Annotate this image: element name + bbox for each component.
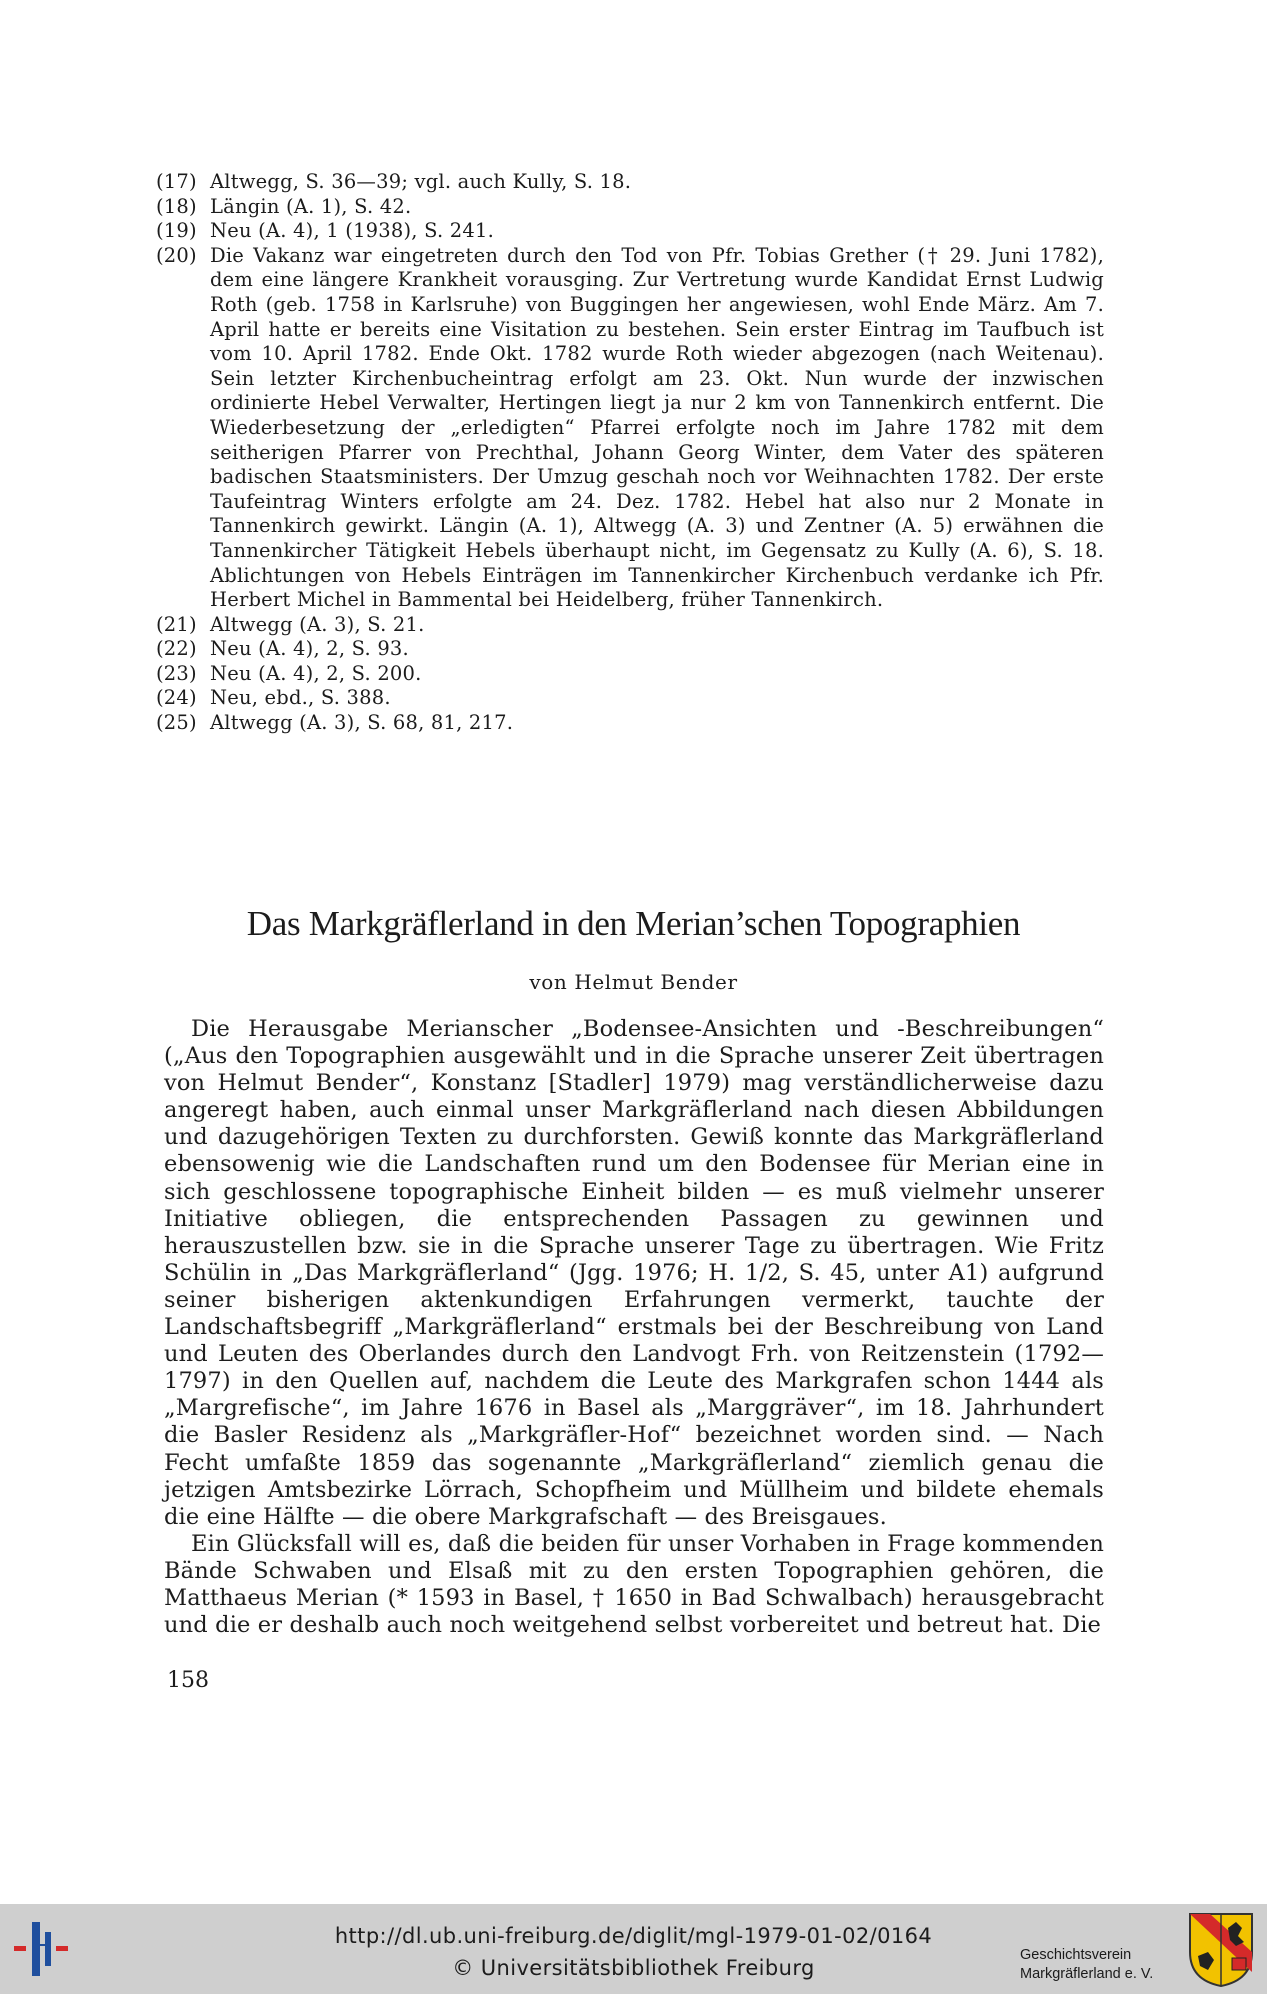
footnote-text: Neu, ebd., S. 388. [210,686,391,710]
footer-bar [0,1904,1267,1994]
footnote-text: Altwegg (A. 3), S. 21. [210,612,425,636]
footnote [156,686,1104,711]
body-paragraph: Ein Glücksfall will es, daß die beiden für unser Vorhaben in Frage kommenden Bände Schwaben und Elsaß mit zu den ersten Topographien gehören, die Matthaeus Merian (* 1593 in Basel, † 1650 in Bad Schwalbach) herausgebracht und die er deshalb auch noch weitgehend selbst vorbereitet und betreut hat. Die [164,1530,1104,1639]
footnote-number: (24) [156,686,197,710]
coat-of-arms-icon [1188,1912,1254,1992]
footnote-text: Altwegg (A. 3), S. 68, 81, 217. [210,711,514,735]
footnote [156,711,1104,736]
footnote [156,170,1104,195]
permalink[interactable]: http://dl.ub.uni-freiburg.de/diglit/mgl-1979-01-02/0164 [334,1924,933,1948]
footnote [156,637,1104,662]
footnote [156,244,1104,613]
article-body [164,1016,1104,1639]
society-line: Geschichtsverein [1020,1947,1132,1963]
footnote-number: (22) [156,637,197,661]
body-paragraph: Die Herausgabe Merianscher „Bodensee-Ansichten und -Beschreibungen“ („Aus den Topographien ausgewählt und in die Sprache unserer Zeit übertragen von Helmut Bender“, Konstanz [Stadler] 1979) mag verständlicherweise dazu angeregt haben, auch einmal unser Markgräflerland nach diesen Abbildungen und dazugehörigen Texten zu durchforsten. Gewiß konnte das Markgräflerland ebensowenig wie die Landschaften rund um den Bodensee für Merian eine in sich geschlossene topographische Einheit bilden — es muß vielmehr unserer Initiative obliegen, die entsprechenden Passagen zu gewinnen und herauszustellen bzw. sie in die Sprache unserer Tage zu übertragen. Wie Fritz Schülin in „Das Markgräflerland“ (Jgg. 1976; H. 1/2, S. 45, unter A1) aufgrund seiner bisherigen aktenkundigen Erfahrungen vermerkt, tauchte der Landschaftsbegriff „Markgräflerland“ erstmals bei der Beschreibung von Land und Leuten des Oberlandes durch den Landvogt Frh. von Reitzenstein (1792—1797) in den Quellen auf, nachdem die Leute des Markgrafen schon 1444 als „Margrefische“, im Jahre 1676 in Basel als „Marggräver“, im 18. Jahrhundert die Basler Residenz als „Markgräfler-Hof“ bezeichnet worden sind. — Nach Fecht umfaßte 1859 das sogenannte „Markgräflerland“ ziemlich genau die jetzigen Amtsbezirke Lörrach, Schopfheim und Müllheim und bildete ehemals die eine Hälfte — die obere Markgrafschaft — des Breisgaues. [164,1016,1104,1530]
footnote-text: Altwegg, S. 36—39; vgl. auch Kully, S. 18. [210,170,632,193]
footnote-text: Neu (A. 4), 2, S. 200. [210,661,422,685]
footnote-number: (23) [156,661,197,685]
article-title: Das Markgräflerland in den Merian’schen Topographien [246,904,1021,943]
footnote-number: (17) [156,170,197,193]
footnote-text: Längin (A. 1), S. 42. [210,194,412,218]
footnote-number: (21) [156,612,197,636]
footnote [156,219,1104,244]
footnotes [156,170,1104,736]
article-author: von Helmut Bender [529,970,738,994]
footnote-number: (20) [156,243,197,267]
society-name [1020,1946,1153,1984]
society-line: Markgräflerland e. V. [1020,1966,1154,1982]
footnote-text: Die Vakanz war eingetreten durch den Tod von Pfr. Tobias Grether († 29. Juni 1782), dem eine längere Krankheit vorausging. Zur Vertretung wurde Kandidat Ernst Ludwig Roth (geb. 1758 in Karlsruhe) von Buggingen her angewiesen, wohl Ende März. Am 7. April hatte er bereits eine Visitation zu bestehen. Sein erster Eintrag im Taufbuch ist vom 10. April 1782. Ende Okt. 1782 wurde Roth wieder abgezogen (nach Weitenau). Sein letzter Kirchenbucheintrag erfolgt am 23. Okt. Nun wurde der inzwischen ordinierte Hebel Verwalter, Hertingen liegt ja nur 2 km von Tannenkirch entfernt. Die Wiederbesetzung der „erledigten“ Pfarrei erfolgte noch im Jahre 1782 mit dem seitherigen Pfarrer von Prechthal, Johann Georg Winter, dem Vater des späteren badischen Staatsministers. Der Umzug geschah noch vor Weihnachten 1782. Der erste Taufeintrag Winters erfolgte am 24. Dez. 1782. Hebel hat also nur 2 Monate in Tannenkirch gewirkt. Längin (A. 1), Altwegg (A. 3) und Zentner (A. 5) erwähnen die Tannenkircher Tätigkeit Hebels überhaupt nicht, im Gegensatz zu Kully (A. 6), S. 18. Ablichtungen von Hebels Einträgen im Tannenkircher Kirchenbuch verdanke ich Pfr. Herbert Michel in Bammental bei Heidelberg, früher Tannenkirch. [210,243,1104,612]
footnote-text: Neu (A. 4), 1 (1938), S. 241. [210,219,494,243]
footnote-number: (18) [156,194,197,218]
footnote-text: Neu (A. 4), 2, S. 93. [210,637,409,661]
copyright-notice: © Universitätsbibliothek Freiburg [452,1956,815,1980]
footnote-number: (19) [156,219,197,243]
footnote [156,613,1104,638]
footnote [156,662,1104,687]
page-number: 158 [167,1668,209,1693]
footnote-number: (25) [156,711,197,735]
footnote [156,195,1104,220]
